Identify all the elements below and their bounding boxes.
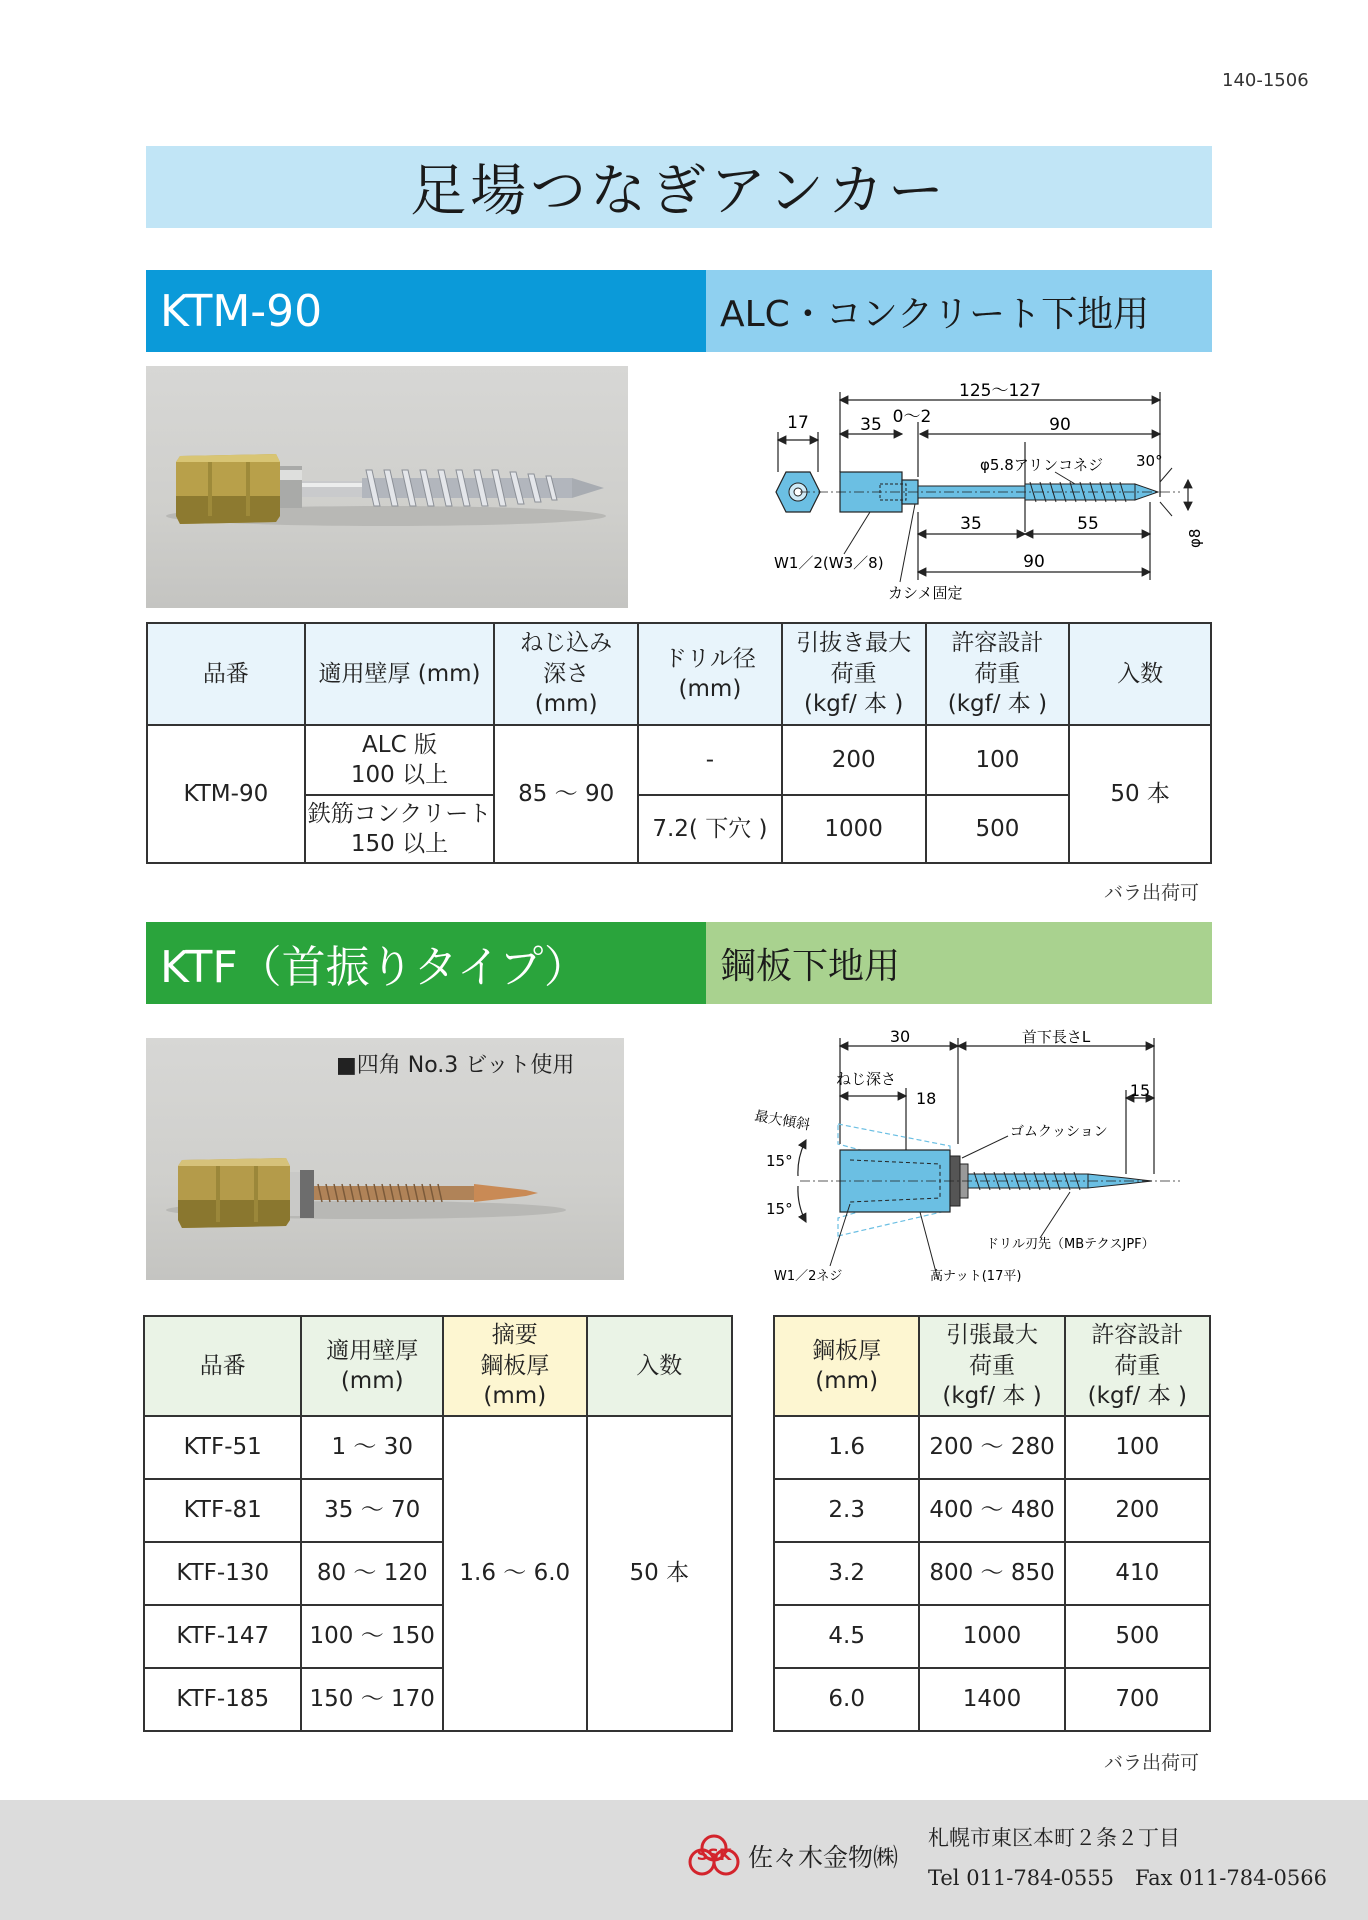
ktm-th-wall: 適用壁厚 (mm) bbox=[305, 623, 495, 725]
ktf-cell-plate: 1.6 ～ 6.0 bbox=[443, 1416, 587, 1731]
ktf-row-wall: 80 ～ 120 bbox=[301, 1542, 443, 1605]
company-phone-fax: Tel 011-784-0555 Fax 011-784-0566 bbox=[928, 1866, 1327, 1890]
ktf-load-design: 500 bbox=[1065, 1605, 1210, 1668]
ktm-shipping-note: バラ出荷可 bbox=[1104, 882, 1200, 904]
ktf-row-model: KTF-147 bbox=[144, 1605, 301, 1668]
ktm-nut-label: W1／2(W3／8) bbox=[774, 554, 884, 572]
ktf-th-model: 品番 bbox=[144, 1316, 301, 1416]
ktm-dia-8: φ8 bbox=[1186, 528, 1204, 548]
ktm-dim-55: 55 bbox=[1077, 514, 1099, 534]
ktf-substrate-label: 鋼板下地用 bbox=[706, 922, 1212, 1004]
title-banner bbox=[146, 146, 1212, 228]
ktm-cell-drill-alc: - bbox=[638, 725, 782, 795]
ktf-load-plate: 3.2 bbox=[774, 1542, 919, 1605]
ktm-substrate-label: ALC・コンクリート下地用 bbox=[706, 270, 1212, 352]
page-title: 足場つなぎアンカー bbox=[410, 159, 948, 224]
ktf-th-tensile-max: 引張最大 荷重 (kgf/ 本 ) bbox=[919, 1316, 1064, 1416]
document-code: 140-1506 bbox=[1222, 70, 1309, 91]
ktf-th-plate-thickness: 鋼板厚 (mm) bbox=[774, 1316, 919, 1416]
ktf-product-photo bbox=[146, 1038, 624, 1280]
ktf-cell-qty: 50 本 bbox=[587, 1416, 732, 1731]
ktm-cell-wall-alc: ALC 版 100 以上 bbox=[305, 725, 495, 795]
ktf-nut-thread: W1／2ネジ bbox=[774, 1269, 843, 1284]
ktm-section-header bbox=[146, 270, 1212, 352]
ktf-row-model: KTF-81 bbox=[144, 1479, 301, 1542]
ktm-cell-qty: 50 本 bbox=[1069, 725, 1211, 863]
ktf-load-max: 800 ～ 850 bbox=[919, 1542, 1064, 1605]
ktf-row-wall: 150 ～ 170 bbox=[301, 1668, 443, 1731]
ktm-dim-90-top: 90 bbox=[1049, 415, 1071, 435]
ktm-dim-35-b: 35 bbox=[960, 514, 982, 534]
ktm-cell-wall-rc: 鉄筋コンクリート 150 以上 bbox=[305, 795, 495, 863]
ktm-model-title: KTM-90 bbox=[146, 270, 706, 352]
ktf-load-max: 200 ～ 280 bbox=[919, 1416, 1064, 1479]
ktf-load-plate: 1.6 bbox=[774, 1416, 919, 1479]
ktf-model-title: KTF（首振りタイプ） bbox=[146, 922, 706, 1004]
ktf-load-design: 410 bbox=[1065, 1542, 1210, 1605]
ktm-dimension-diagram bbox=[740, 372, 1210, 612]
ktm-product-photo bbox=[146, 366, 628, 608]
ktm-dim-90-bottom: 90 bbox=[1023, 552, 1045, 572]
ktm-thread-label: φ5.8アリンコネジ bbox=[980, 456, 1104, 474]
ktm-dim-17: 17 bbox=[787, 413, 809, 433]
ktf-max-tilt: 最大傾斜 bbox=[753, 1108, 812, 1134]
footer-bar bbox=[0, 1800, 1368, 1920]
ktm-th-depth: ねじ込み 深さ (mm) bbox=[494, 623, 638, 725]
ktf-load-design: 200 bbox=[1065, 1479, 1210, 1542]
ktf-drill-tip: ドリル刃先（MBテクスJPF） bbox=[986, 1237, 1155, 1252]
ktf-row-wall: 100 ～ 150 bbox=[301, 1605, 443, 1668]
ktf-th-wall: 適用壁厚 (mm) bbox=[301, 1316, 443, 1416]
ktf-dimension-diagram bbox=[740, 1024, 1210, 1294]
ktf-dim-30: 30 bbox=[889, 1027, 911, 1046]
ktm-cell-max-rc: 1000 bbox=[782, 795, 926, 863]
ktf-tall-nut: 高ナット(17平) bbox=[930, 1269, 1022, 1284]
ktm-cell-design-alc: 100 bbox=[926, 725, 1070, 795]
ktm-cell-design-rc: 500 bbox=[926, 795, 1070, 863]
ktf-photo-caption: ■四角 No.3 ビット使用 bbox=[336, 1053, 575, 1078]
ktf-screw-depth: ねじ深さ bbox=[835, 1070, 897, 1088]
ktf-angle-down: 15° bbox=[766, 1200, 793, 1218]
svg-text:SSK: SSK bbox=[696, 1845, 732, 1864]
ktm-crimp-label: カシメ固定 bbox=[888, 584, 963, 602]
ktm-dim-35: 35 bbox=[860, 415, 882, 435]
ktf-load-plate: 2.3 bbox=[774, 1479, 919, 1542]
ktf-dim-18: 18 bbox=[916, 1089, 937, 1108]
ktf-row-model: KTF-130 bbox=[144, 1542, 301, 1605]
ktf-row-model: KTF-185 bbox=[144, 1668, 301, 1731]
ktf-load-design: 700 bbox=[1065, 1668, 1210, 1731]
ktf-row-wall: 35 ～ 70 bbox=[301, 1479, 443, 1542]
ktf-dim-15: 15 bbox=[1129, 1081, 1151, 1100]
ktf-load-max: 1400 bbox=[919, 1668, 1064, 1731]
ktm-dim-total: 125～127 bbox=[959, 381, 1041, 401]
ktm-cell-max-alc: 200 bbox=[782, 725, 926, 795]
ktm-dim-0-2: 0～2 bbox=[892, 407, 932, 427]
ktf-load-design: 100 bbox=[1065, 1416, 1210, 1479]
ktm-spec-table bbox=[146, 622, 1212, 864]
ktm-th-drill: ドリル径 (mm) bbox=[638, 623, 782, 725]
ktm-cell-model: KTM-90 bbox=[147, 725, 305, 863]
ktf-load-plate: 6.0 bbox=[774, 1668, 919, 1731]
ktm-th-max-load: 引抜き最大 荷重 (kgf/ 本 ) bbox=[782, 623, 926, 725]
company-name: 佐々木金物㈱ bbox=[748, 1843, 899, 1872]
ktf-load-table bbox=[773, 1315, 1211, 1732]
ktm-angle-label: 30° bbox=[1136, 452, 1163, 470]
ktf-th-qty: 入数 bbox=[587, 1316, 732, 1416]
ktf-row-model: KTF-51 bbox=[144, 1416, 301, 1479]
ktm-th-model: 品番 bbox=[147, 623, 305, 725]
ktf-section-header bbox=[146, 922, 1212, 1004]
company-address: 札幌市東区本町２条２丁目 bbox=[928, 1826, 1180, 1850]
ktm-th-qty: 入数 bbox=[1069, 623, 1211, 725]
company-logo bbox=[686, 1826, 742, 1882]
ktf-shipping-note: バラ出荷可 bbox=[1104, 1752, 1200, 1774]
ktf-neck-length: 首下長さL bbox=[1021, 1028, 1091, 1046]
ktm-cell-drill-rc: 7.2( 下穴 ) bbox=[638, 795, 782, 863]
ktm-cell-depth: 85 ～ 90 bbox=[494, 725, 638, 863]
ktf-load-max: 400 ～ 480 bbox=[919, 1479, 1064, 1542]
ktf-th-plate: 摘要 鋼板厚 (mm) bbox=[443, 1316, 587, 1416]
ktf-rubber-cushion: ゴムクッション bbox=[1010, 1124, 1108, 1140]
ktm-th-design-load: 許容設計 荷重 (kgf/ 本 ) bbox=[926, 623, 1070, 725]
ktf-load-max: 1000 bbox=[919, 1605, 1064, 1668]
ktf-model-table bbox=[143, 1315, 733, 1732]
ktf-angle-up: 15° bbox=[766, 1152, 793, 1170]
ktf-load-plate: 4.5 bbox=[774, 1605, 919, 1668]
ktf-th-design-load: 許容設計 荷重 (kgf/ 本 ) bbox=[1065, 1316, 1210, 1416]
ktf-row-wall: 1 ～ 30 bbox=[301, 1416, 443, 1479]
